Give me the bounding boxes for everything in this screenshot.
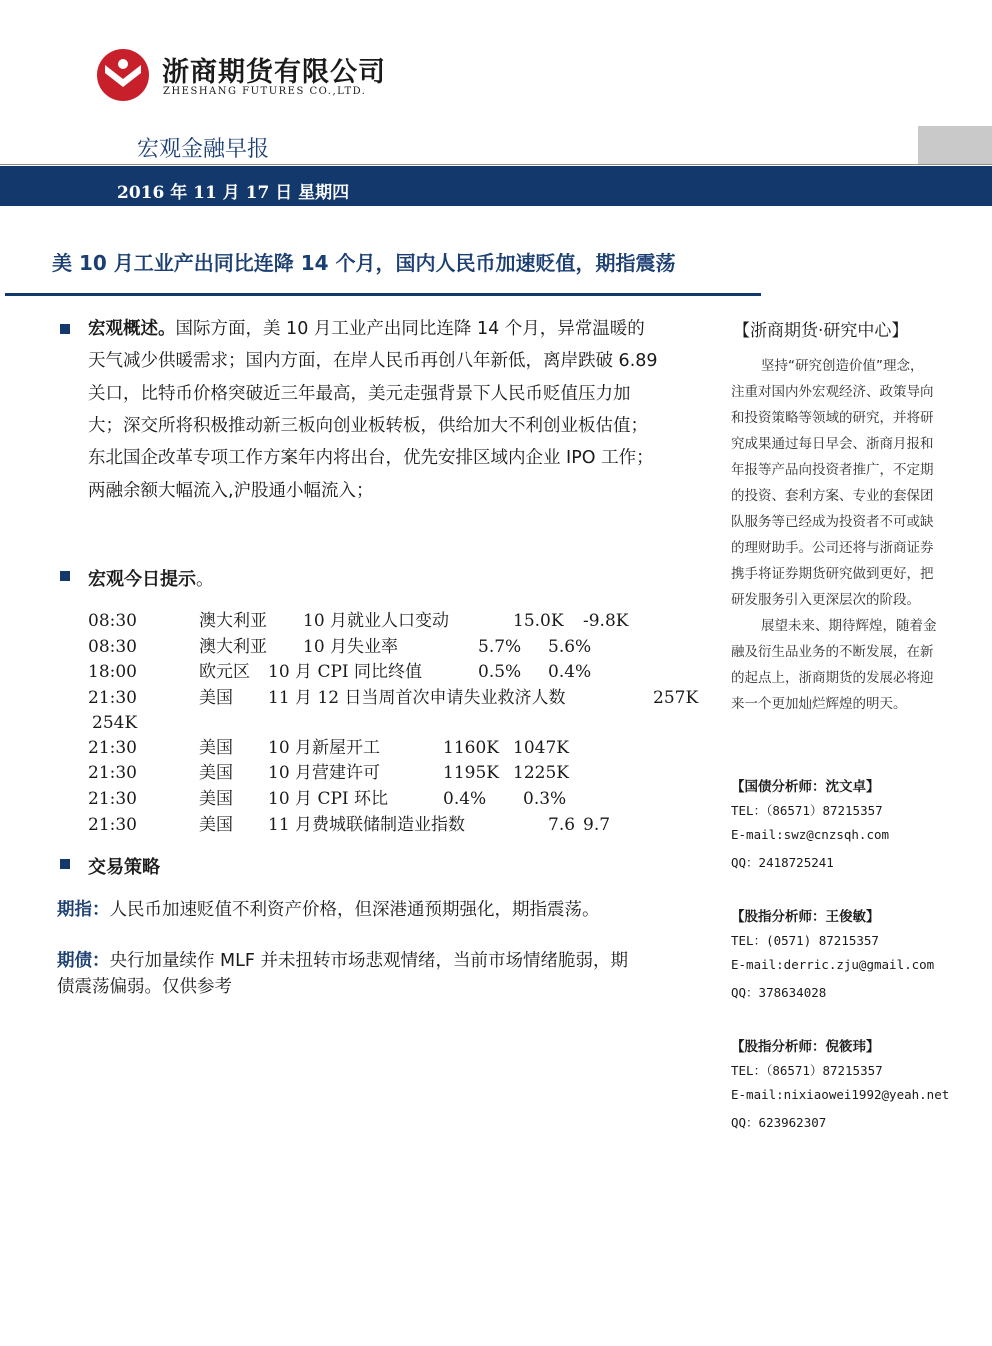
event-forecast: 5.6%: [548, 637, 592, 657]
event-country: 澳大利亚: [199, 611, 267, 631]
event-name: 10 月营建许可: [268, 763, 381, 783]
sidebar-text-line: 研发服务引入更深层次的阶段。: [731, 592, 920, 608]
event-prior: 257K: [653, 688, 699, 708]
event-name: 10 月 CPI 同比终值: [268, 662, 423, 682]
event-time: 21:30: [88, 815, 137, 835]
analyst-title: 【股指分析师：王俊敏】: [731, 909, 880, 925]
event-country: 美国: [199, 688, 233, 708]
analyst-tel: TEL：(0571) 87215357: [731, 933, 879, 948]
today-section-title: 宏观今日提示。: [88, 569, 214, 590]
macro-paragraph-line: 东北国企改革专项工作方案年内将出台，优先安排区域内企业 IPO 工作；: [88, 448, 654, 468]
analyst-email[interactable]: E-mail:derric.zju@gmail.com: [731, 957, 935, 972]
analyst-title: 【国债分析师：沈文卓】: [731, 779, 880, 795]
macro-paragraph-line: 两融余额大幅流入,沪股通小幅流入；: [88, 481, 374, 501]
event-country: 美国: [199, 815, 233, 835]
macro-paragraph-line: 宏观概述。国际方面，美 10 月工业产出同比连降 14 个月，异常温暖的: [88, 319, 645, 339]
event-prior: 0.4%: [443, 789, 487, 809]
sidebar-text-line: 队服务等已经成为投资者不可或缺: [731, 514, 934, 530]
event-prior: 1195K: [443, 763, 499, 783]
macro-title: 宏观概述。: [88, 319, 176, 339]
headline: 美 10 月工业产出同比连降 14 个月，国内人民币加速贬值，期指震荡: [52, 251, 676, 275]
headline-rule: [5, 293, 761, 296]
header-divider: [0, 164, 992, 165]
event-prior: 5.7%: [478, 637, 522, 657]
event-forecast: 9.7: [583, 815, 611, 835]
event-prior: 7.6: [548, 815, 576, 835]
sidebar-text-line: 的投资、套利方案、专业的套保团: [731, 488, 934, 504]
macro-paragraph-line: 大；深交所将积极推动新三板向创业板转板，供给加大不利创业板估值；: [88, 416, 648, 436]
analyst-qq: QQ：378634028: [731, 985, 827, 1000]
macro-paragraph-line: 天气减少供暖需求；国内方面，在岸人民币再创八年新低，离岸跌破 6.89: [88, 351, 658, 371]
macro-paragraph-line: 关口，比特币价格突破近三年最高，美元走强背景下人民币贬值压力加: [88, 384, 631, 404]
event-time: 18:00: [88, 662, 137, 682]
analyst-tel: TEL：（86571）87215357: [731, 803, 883, 818]
company-name-en: ZHESHANG FUTURES CO.,LTD.: [163, 86, 367, 97]
event-time: 08:30: [88, 611, 137, 631]
event-country: 美国: [199, 789, 233, 809]
event-prior: 1160K: [443, 738, 499, 758]
bullet-icon: [60, 571, 70, 581]
event-forecast: 0.3%: [523, 789, 567, 809]
event-time: 21:30: [88, 789, 137, 809]
event-time: 08:30: [88, 637, 137, 657]
event-time: 21:30: [88, 763, 137, 783]
event-name: 10 月失业率: [303, 637, 399, 657]
sidebar-text-line: 的起点上，浙商期货的发展必将迎: [731, 670, 934, 686]
event-prior: 15.0K: [513, 611, 564, 631]
bond-futures-strategy: 期债：央行加量续作 MLF 并未扭转市场悲观情绪，当前市场情绪脆弱，期: [57, 951, 629, 971]
bullet-icon: [60, 324, 70, 334]
bullet-icon: [60, 859, 70, 869]
analyst-email[interactable]: E-mail:swz@cnzsqh.com: [731, 827, 890, 842]
bond-futures-strategy-line: 债震荡偏弱。仅供参考: [57, 977, 232, 997]
event-forecast: 1225K: [513, 763, 569, 783]
sidebar-text-line: 来一个更加灿烂辉煌的明天。: [731, 696, 907, 712]
event-country: 澳大利亚: [199, 637, 267, 657]
event-country: 美国: [199, 738, 233, 758]
event-forecast: 254K: [92, 713, 138, 733]
sidebar-text-line: 坚持“研究创造价值”理念，: [761, 358, 924, 374]
analyst-qq: QQ：2418725241: [731, 855, 834, 870]
sidebar-text-line: 融及衍生品业务的不断发展，在新: [731, 644, 934, 660]
event-forecast: -9.8K: [583, 611, 629, 631]
sidebar-text-line: 和投资策略等领域的研究，并将研: [731, 410, 934, 426]
event-time: 21:30: [88, 688, 137, 708]
analyst-tel: TEL：（86571）87215357: [731, 1063, 883, 1078]
event-name: 10 月就业人口变动: [303, 611, 450, 631]
sidebar-text-line: 携手将证券期货研究做到更好，把: [731, 566, 934, 582]
analyst-title: 【股指分析师：倪筱玮】: [731, 1039, 880, 1055]
company-name-cn: 浙商期货有限公司: [162, 57, 386, 88]
report-title: 宏观金融早报: [137, 137, 270, 162]
sidebar-text-line: 年报等产品向投资者推广，不定期: [731, 462, 934, 478]
event-name: 11 月费城联储制造业指数: [268, 815, 466, 835]
report-date: 2016 年 11 月 17 日 星期四: [117, 183, 350, 203]
index-futures-label: 期指：: [57, 900, 110, 920]
strategy-section-title: 交易策略: [88, 857, 160, 878]
bond-futures-label: 期债：: [57, 951, 110, 971]
index-futures-strategy: 期指：人民币加速贬值不利资产价格，但深港通预期强化，期指震荡。: [57, 900, 600, 920]
analyst-email[interactable]: E-mail:nixiaowei1992@yeah.net: [731, 1087, 950, 1102]
event-forecast: 0.4%: [548, 662, 592, 682]
event-forecast: 1047K: [513, 738, 569, 758]
event-name: 10 月新屋开工: [268, 738, 381, 758]
event-name: 10 月 CPI 环比: [268, 789, 389, 809]
event-time: 21:30: [88, 738, 137, 758]
event-country: 欧元区: [199, 662, 250, 682]
sidebar-text-line: 展望未来、期待辉煌，随着金: [761, 618, 937, 634]
company-logo-icon: [96, 48, 150, 102]
sidebar-text-line: 究成果通过每日早会、浙商月报和: [731, 436, 934, 452]
analyst-qq: QQ：623962307: [731, 1115, 827, 1130]
event-name: 11 月 12 日当周首次申请失业救济人数: [268, 688, 566, 708]
header-grey-block: [918, 126, 992, 165]
sidebar-text-line: 注重对国内外宏观经济、政策导向: [731, 384, 934, 400]
event-country: 美国: [199, 763, 233, 783]
sidebar-text-line: 的理财助手。公司还将与浙商证券: [731, 540, 934, 556]
sidebar-title: 【浙商期货·研究中心】: [733, 321, 909, 341]
event-prior: 0.5%: [478, 662, 522, 682]
